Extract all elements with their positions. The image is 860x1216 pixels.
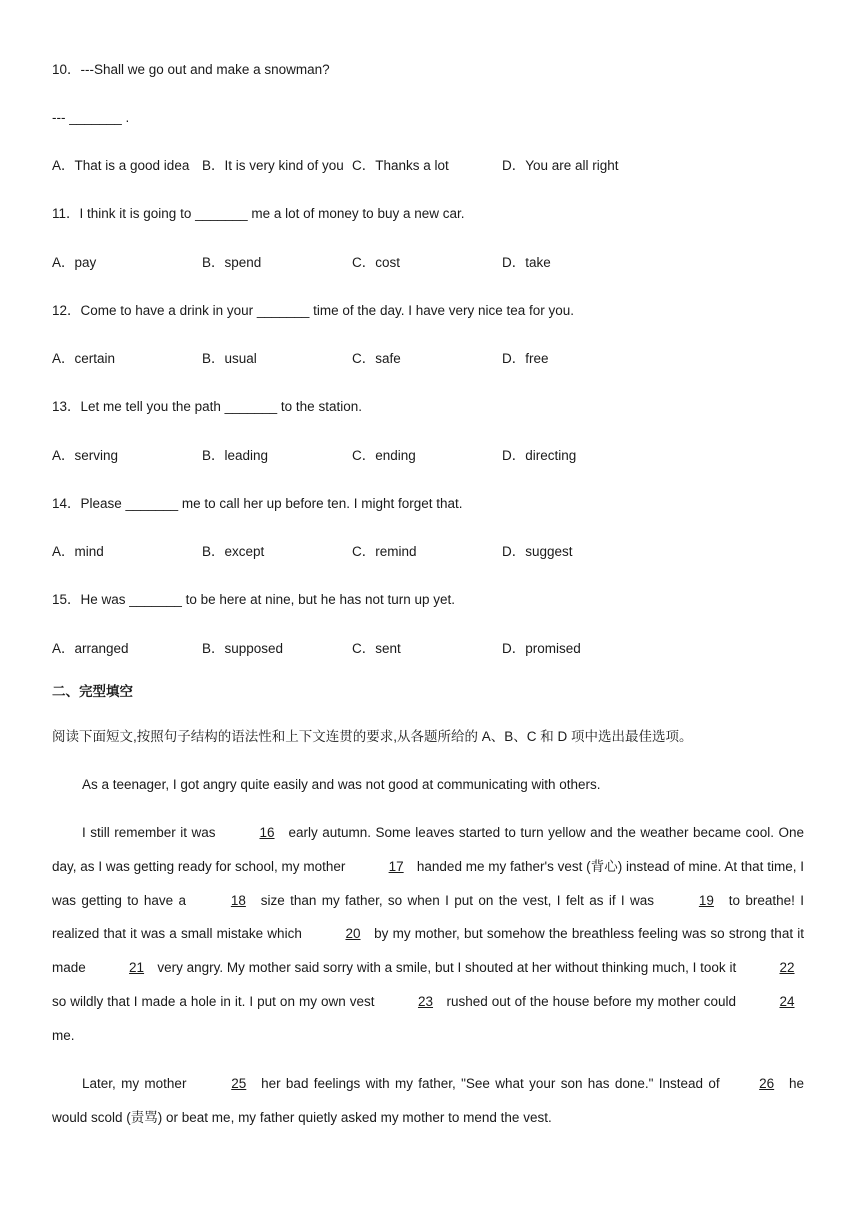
- passage-paragraph-1: As a teenager, I got angry quite easily and was not good at communicating with others.: [82, 777, 601, 792]
- question-15-stem: 15．He was _______ to be here at nine, but he has not turn up yet.: [52, 592, 456, 607]
- passage-paragraph-3: Later, my mother 25 her bad feelings with my father, "See what your son has done." Instead of 26 he would scold (责骂) or beat me, my father quietly asked my mother to mend the vest.: [52, 1067, 804, 1135]
- section-title: 二、完型填空: [52, 684, 133, 699]
- option-a[interactable]: A．certain: [52, 351, 116, 366]
- option-d[interactable]: D．directing: [502, 448, 577, 463]
- option-c[interactable]: C．safe: [352, 351, 401, 366]
- blank-21[interactable]: 21: [129, 960, 145, 976]
- blank-19[interactable]: 19: [698, 892, 714, 908]
- option-c[interactable]: C．Thanks a lot: [352, 158, 449, 173]
- option-b[interactable]: B．usual: [202, 351, 257, 366]
- option-b[interactable]: B．except: [202, 544, 265, 559]
- option-c[interactable]: C．sent: [352, 641, 401, 656]
- blank-20[interactable]: 20: [345, 926, 361, 942]
- option-b[interactable]: B．leading: [202, 448, 269, 463]
- question-14-options: [52, 543, 772, 561]
- blank-17[interactable]: 17: [388, 858, 404, 874]
- option-d[interactable]: D．suggest: [502, 544, 573, 559]
- question-10-answer-line: --- _______ .: [52, 110, 130, 125]
- option-a[interactable]: A．mind: [52, 544, 104, 559]
- blank-16[interactable]: 16: [259, 825, 275, 840]
- question-13-options: [52, 447, 772, 465]
- option-d[interactable]: D．take: [502, 255, 551, 270]
- option-b[interactable]: B．spend: [202, 255, 262, 270]
- option-a[interactable]: A．That is a good idea: [52, 158, 190, 173]
- question-11-stem: 11．I think it is going to _______ me a lot of money to buy a new car.: [52, 206, 465, 221]
- section-instruction: 阅读下面短文,按照句子结构的语法性和上下文连贯的要求,从各题所给的 A、B、C 和 D 项中选出最佳选项。: [52, 729, 693, 744]
- blank-25[interactable]: 25: [231, 1076, 247, 1091]
- blank-18[interactable]: 18: [230, 892, 246, 908]
- question-12-options: [52, 350, 772, 368]
- option-a[interactable]: A．pay: [52, 255, 97, 270]
- question-12-stem: 12．Come to have a drink in your _______ time of the day. I have very nice tea for you.: [52, 303, 575, 318]
- option-c[interactable]: C．remind: [352, 544, 417, 559]
- blank-22[interactable]: 22: [779, 960, 795, 976]
- passage-paragraph-2: I still remember it was 16 early autumn. Some leaves started to turn yellow and the weather became cool. One day, as I was getting ready for school, my mother 17 handed me my father's vest (背心) instead of mine. At that time, I was getting to have a 18 size than my father, so when I put on the vest, I felt as if I was 19 to breathe! I realized that it was a small mistake which 20 by my mother, but somehow the breathless feeling was so strong that it made 21 very angry. My mother said sorry with a smile, but I shouted at her without thinking much, I took it 22 so wildly that I made a hole in it. I put on my own vest 23 rushed out of the house before my mother could 24 me.: [52, 816, 804, 1053]
- option-c[interactable]: C．cost: [352, 255, 401, 270]
- option-b[interactable]: B．supposed: [202, 641, 284, 656]
- question-10-options: [52, 157, 772, 175]
- option-c[interactable]: C．ending: [352, 448, 416, 463]
- option-b[interactable]: B．It is very kind of you: [202, 158, 344, 173]
- blank-24[interactable]: 24: [779, 993, 795, 1009]
- blank-26[interactable]: 26: [759, 1076, 775, 1091]
- question-11-options: [52, 254, 772, 272]
- question-10-stem: 10．---Shall we go out and make a snowman?: [52, 62, 330, 77]
- option-d[interactable]: D．You are all right: [502, 158, 619, 173]
- question-15-options: [52, 640, 772, 658]
- blank-23[interactable]: 23: [417, 993, 434, 1009]
- option-a[interactable]: A．serving: [52, 448, 119, 463]
- question-14-stem: 14．Please _______ me to call her up before ten. I might forget that.: [52, 496, 463, 511]
- question-13-stem: 13．Let me tell you the path _______ to the station.: [52, 399, 362, 414]
- option-a[interactable]: A．arranged: [52, 641, 129, 656]
- option-d[interactable]: D．promised: [502, 641, 581, 656]
- option-d[interactable]: D．free: [502, 351, 549, 366]
